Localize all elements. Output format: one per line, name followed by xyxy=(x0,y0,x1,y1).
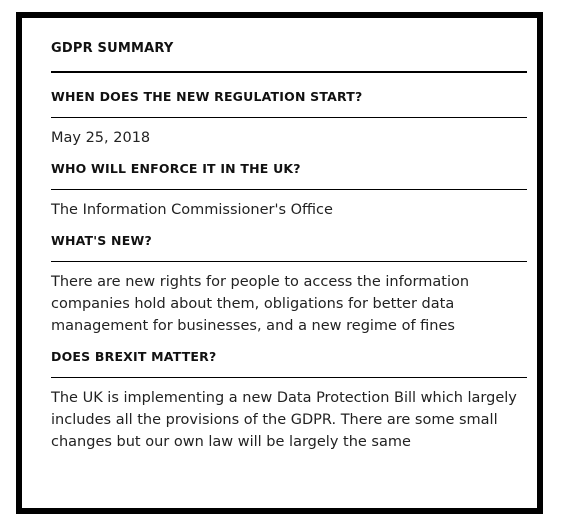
answer-enforcer: The Information Commissioner's Office xyxy=(51,202,333,218)
question-brexit: DOES BREXIT MATTER? xyxy=(51,347,527,378)
question-regulation-start: WHEN DOES THE NEW REGULATION START? xyxy=(51,87,527,118)
answer-brexit: The UK is implementing a new Data Protection Bill which largely includes all the provisions of the GDPR. There are some small changes but our own law will be largely the same xyxy=(51,390,517,450)
question-enforcer: WHO WILL ENFORCE IT IN THE UK? xyxy=(51,159,527,190)
section-whats-new xyxy=(51,231,527,337)
section-brexit xyxy=(51,347,527,453)
section-enforcer xyxy=(51,159,527,221)
question-whats-new: WHAT'S NEW? xyxy=(51,231,527,262)
summary-title: GDPR SUMMARY xyxy=(51,39,527,73)
section-regulation-start xyxy=(51,87,527,149)
answer-whats-new: There are new rights for people to access the information companies hold about them, obligations for better data management for businesses, and a new regime of fines xyxy=(51,274,470,334)
answer-regulation-start: May 25, 2018 xyxy=(51,130,151,146)
summary-content xyxy=(51,39,527,453)
